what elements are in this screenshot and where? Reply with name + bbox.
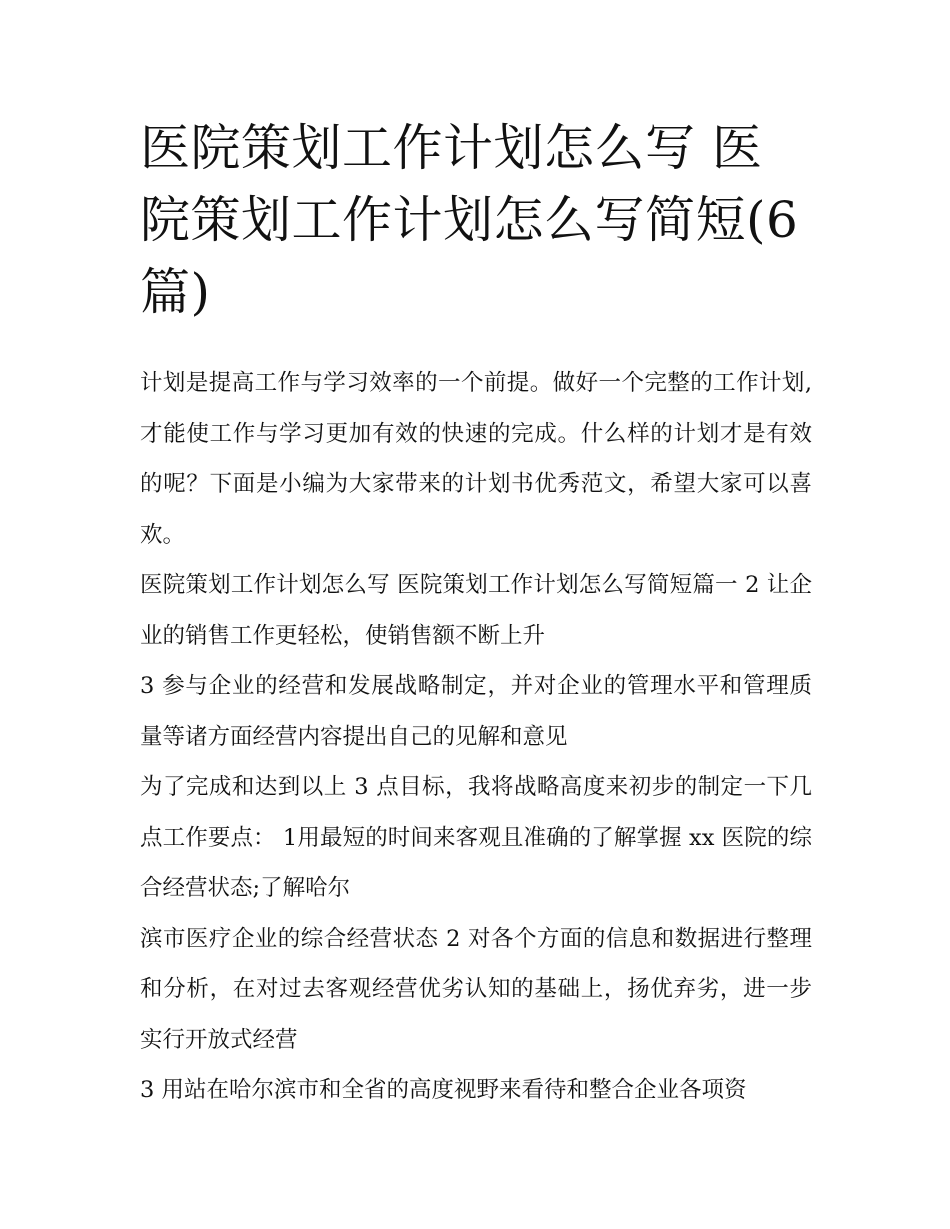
- paragraph-work-points: 为了完成和达到以上 3 点目标，我将战略高度来初步的制定一下几点工作要点： 1用最短的时间来客观且准确的了解掌握 xx 医院的综合经营状态;了解哈尔: [140, 774, 812, 901]
- document-page: [140, 112, 812, 1116]
- paragraph-analysis: 滨市医疗企业的综合经营状态 2 对各个方面的信息和数据进行整理和分析，在对过去客观经营优劣认知的基础上，扬优弃劣，进一步实行开放式经营: [140, 925, 812, 1053]
- paragraph-intro: 计划是提高工作与学习效率的一个前提。做好一个完整的工作计划,才能使工作与学习更加有效的快速的完成。什么样的计划才是有效的呢？下面是小编为大家带来的计划书优秀范文，希望大家可以喜欢。: [140, 370, 812, 548]
- paragraph-section-1: 医院策划工作计划怎么写 医院策划工作计划怎么写简短篇一 2 让企业的销售工作更轻松，使销售额不断上升: [140, 572, 812, 649]
- document-title: 医院策划工作计划怎么写 医院策划工作计划怎么写简短(6篇): [140, 119, 799, 321]
- paragraph-integration: 3 用站在哈尔滨市和全省的高度视野来看待和整合企业各项资: [140, 1077, 747, 1103]
- paragraph-point-3: 3 参与企业的经营和发展战略制定，并对企业的管理水平和管理质量等诸方面经营内容提出自己的见解和意见: [140, 673, 812, 750]
- document-body: [140, 358, 812, 1116]
